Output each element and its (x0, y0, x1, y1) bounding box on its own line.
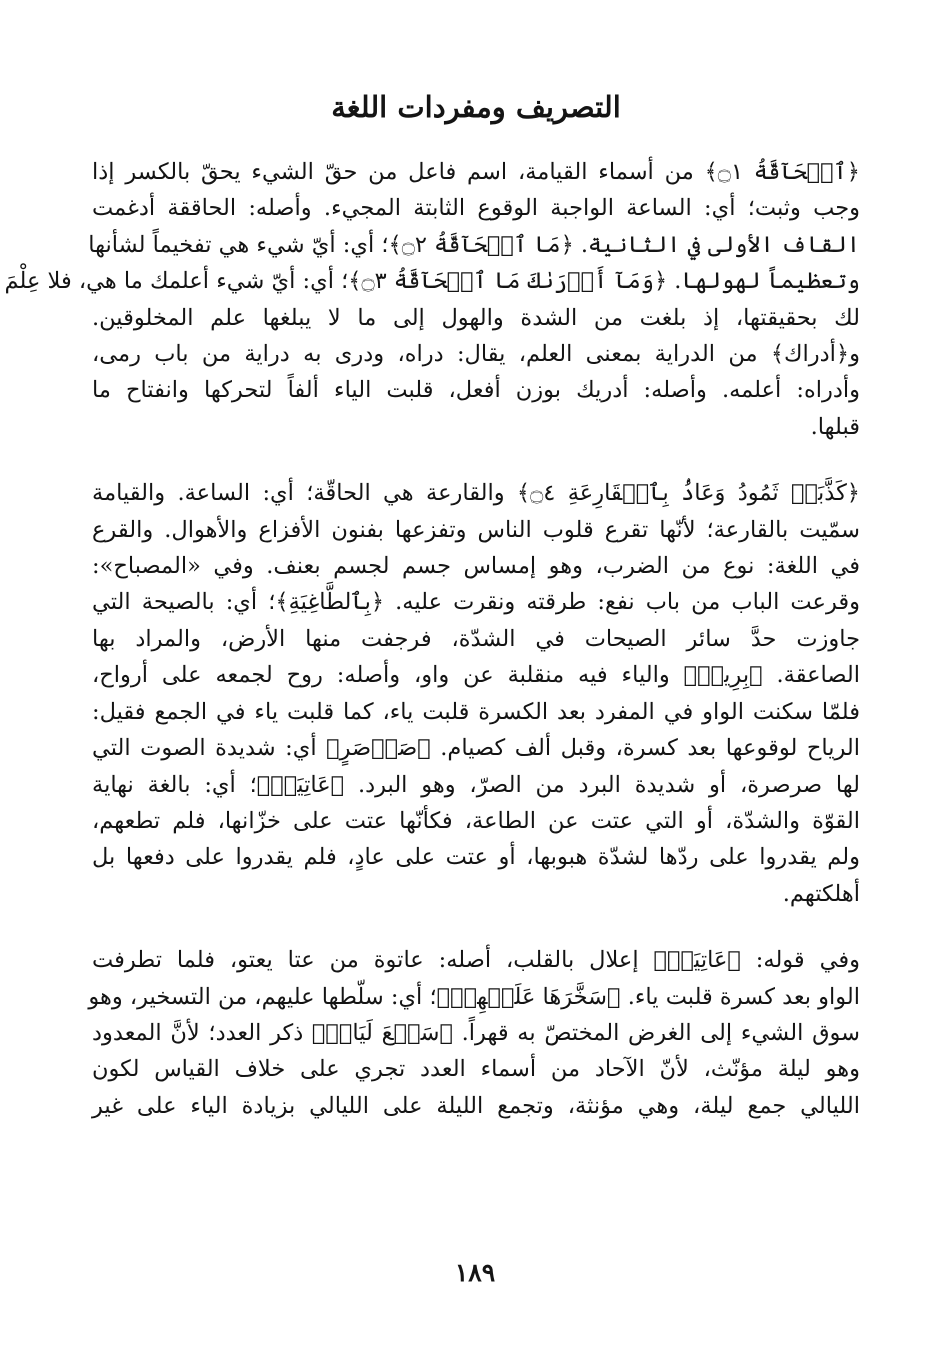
text-line: في اللغة: نوع من الضرب، وهو إمساس جسم لجسم بعنف. وفي «المصباح»: (92, 553, 860, 580)
text-line: وهو ليلة مؤنّث، لأنّ الآحاد من أسماء العدد تجري على خلاف القياس لكون (92, 1056, 860, 1083)
text-line: قبلها. (810, 413, 860, 440)
text-line: الرياح لوقوعها بعد كسرة، وقبل ألف كصيام. ﴿صَرۡصَرٍ﴾ أي: شديدة الصوت التي (92, 735, 860, 762)
page-number: ١٨٩ (454, 1258, 496, 1287)
text-line: وقرعت الباب من باب نفع: طرقته ونقرت عليه. ﴿بِٱلطَّاغِيَةِ﴾؛ أي: بالصيحة التي (92, 589, 860, 616)
text-line: لك بحقيقتها، إذ بلغت من الشدة والهول إلى ما لا يبلغها علم المخلوقين. (92, 304, 860, 331)
paragraph-1 (4, 154, 860, 445)
text-line: وفي قوله: ﴿عَاتِيَةٖ﴾ إعلال بالقلب، أصله: عاتوة من عتا يعتو، فلما تطرفت (92, 947, 860, 974)
page-body (4, 78, 860, 1124)
text-line: الواو بعد كسرة قلبت ياء. ﴿سَخَّرَهَا عَلَيۡهِمۡ﴾؛ أي: سلّطها عليهم، من التسخير، وهو (88, 983, 860, 1010)
page-title: التصريف ومفردات اللغة (331, 90, 621, 124)
text-line: ولم يقدروا على ردّها لشدّة هبوبها، أو عتت على عادٍ، فلم يقدروا على دفعها بل (92, 844, 860, 871)
paragraph-gap (92, 912, 860, 942)
text-line: وجب وثبت؛ أي: الساعة الواجبة الوقوع الثابتة المجيء. وأصله: الحاققة أدغمت (92, 195, 860, 222)
text-line: و﴿أدراك﴾ من الدراية بمعنى العلم، يقال: دراه، ودرى به دراية من باب رمى، (92, 341, 860, 368)
text-line: لها صرصرة، أو شديدة البرد من الصرّ، وهو البرد. ﴿عَاتِيَةٖ﴾؛ أي: بالغة نهاية (92, 771, 860, 798)
paragraph-gap (92, 445, 860, 475)
text-line: الصاعقة. ﴿بِرِيحٖ﴾ والياء فيه منقلبة عن واو، وأصله: روح لجمعه على أرواح، (92, 662, 860, 689)
text-line: القاف الأولى في الثانية. ﴿مَا ٱلۡحَآقَّةُ ۝٢﴾؛ أي: أيّ شيء هي تفخيماً لشأنها (88, 231, 860, 258)
paragraph-2 (92, 475, 860, 912)
text-line: أهلكتهم. (782, 880, 860, 907)
text-line: ﴿كَذَّبَتۡ ثَمُودُ وَعَادُۢ بِٱلۡقَارِعَةِ ۝٤﴾ والقارعة هي الحاقّة؛ أي: الساعة. والقيامة (92, 480, 860, 507)
text-line: سوق الشيء إلى الغرض المختصّ به قهراً. ﴿سَبۡعَ لَيَالٖ﴾ ذكر العدد؛ لأنَّ المعدود (92, 1019, 860, 1046)
text-line: ﴿ٱلۡحَآقَّةُ ۝١﴾ من أسماء القيامة، اسم فاعل من حقّ الشيء يحقّ بالكسر إذا (92, 159, 860, 185)
text-line: وتعظيماً لهولها. ﴿وَمَآ أَدۡرَىٰكَ مَا ٱلۡحَآقَّةُ ۝٣﴾؛ أي: أيّ شيء أعلمك ما هي، فلا عِلْمَ (4, 268, 860, 295)
text-line: جاوزت حدَّ سائر الصيحات في الشدّة، فرجفت منها الأرض، والمراد بها (92, 625, 860, 652)
text-line: الليالي جمع ليلة، وهي مؤنثة، وتجمع الليلة على الليالي بزيادة الياء على غير (92, 1092, 860, 1119)
text-line: القوّة والشدّة، أو التي عتت عن الطاعة، فكأنّها عتت على خزّانها، فلم تطعهم، (92, 807, 860, 834)
paragraph-3 (88, 942, 860, 1124)
text-line: فلمّا سكنت الواو في المفرد بعد الكسرة قلبت ياء، كما قلبت ياء في الجمع فقيل: (92, 698, 860, 725)
text-line: وأدراه: أعلمه. وأصله: أدريك بوزن أفعل، قلبت الياء ألفاً لتحركها وانفتاح ما (92, 377, 860, 404)
text-line: سمّيت بالقارعة؛ لأنّها تقرع قلوب الناس وتفزعها بفنون الأفزاع والأهوال. والقرع (92, 516, 860, 543)
